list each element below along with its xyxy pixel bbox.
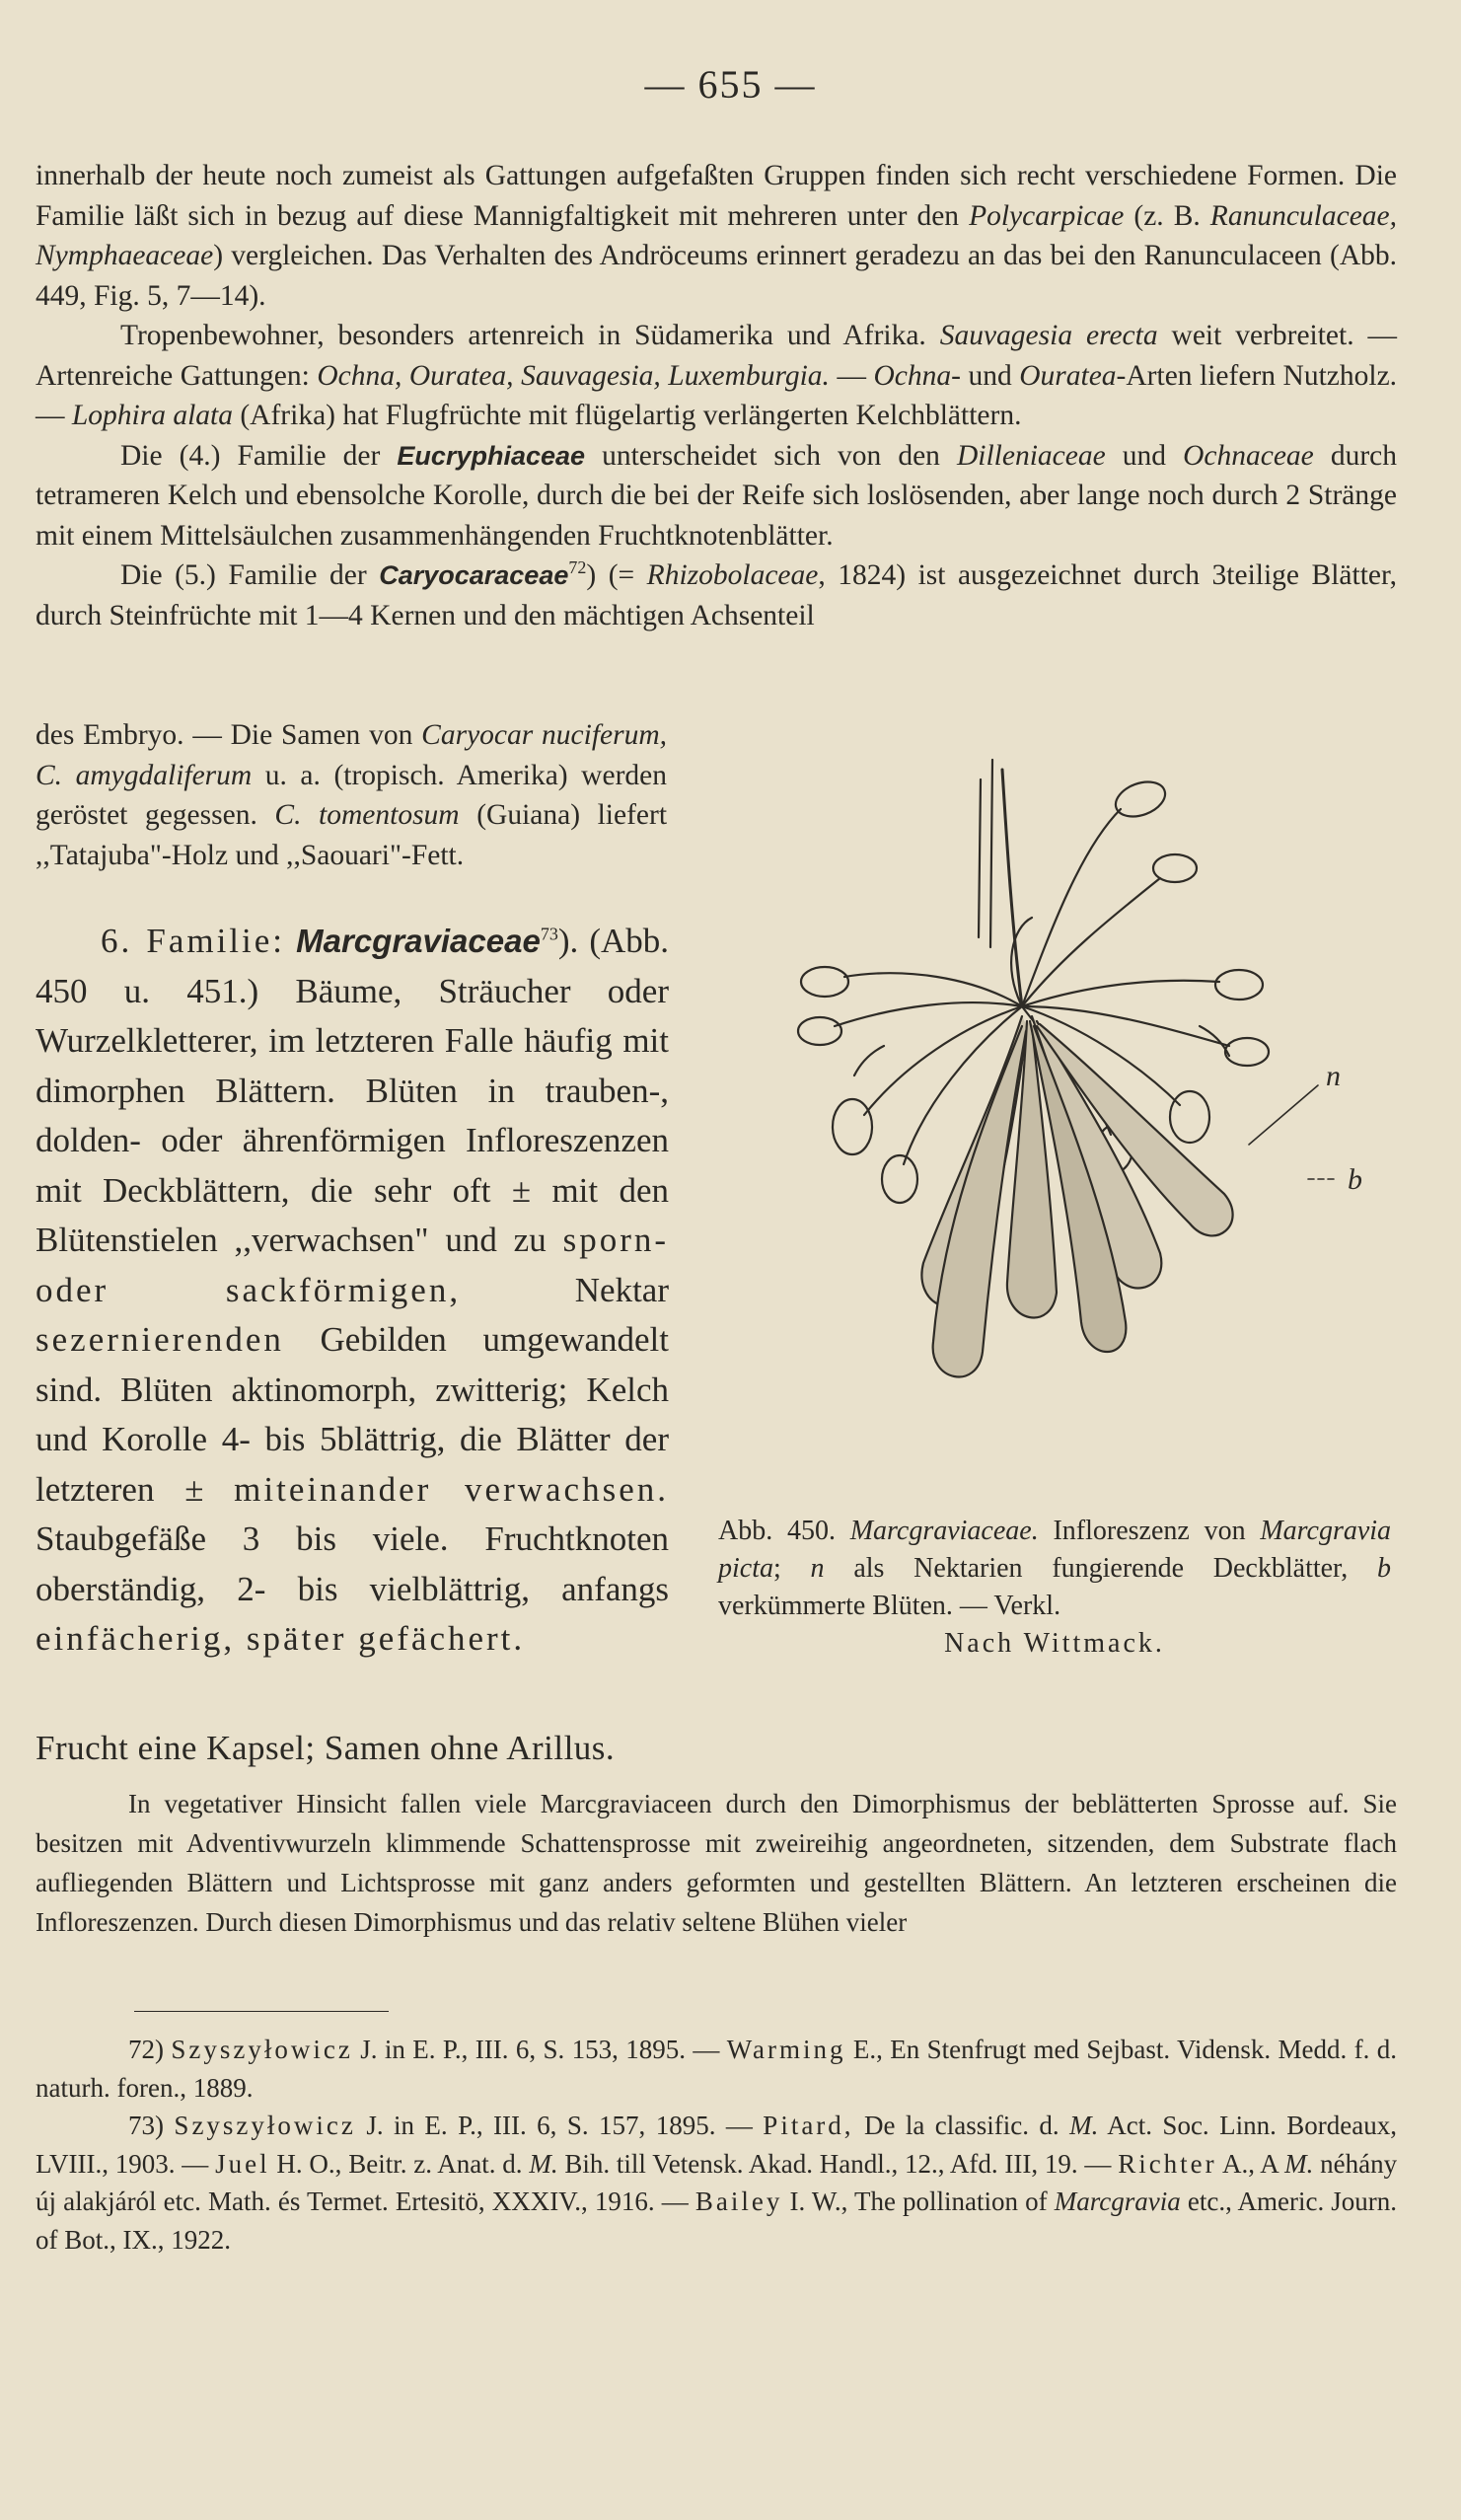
footnote-72: 72) Szyszyłowicz J. in E. P., III. 6, S. 153, 1895. — Warming E., En Stenfrugt med Sejbast. Vidensk. Medd. f. d. naturh. foren., 1889. [36,2035,1397,2103]
inflorescence-drawing [726,730,1399,1500]
main-text-top [36,156,1397,635]
footnote-ref-72: 72 [568,557,587,578]
family-name-eucryphiaceae: Eucryphiaceae [397,440,586,471]
figure-label-n: n [1326,1060,1341,1092]
fruit-sentence: Frucht eine Kapsel; Samen ohne Arillus. [36,1729,616,1767]
footnote-ref-73: 73 [540,924,558,944]
footnote-73: 73) Szyszyłowicz J. in E. P., III. 6, S. 157, 1895. — Pitard, De la classific. d. M. Act. Soc. Linn. Bordeaux, LVIII., 1903. — Juel H. O., Beitr. z. Anat. d. M. Bih. till Vetensk. Akad. Handl., 12., Afd. III, 19. — Richter A., A M. néhány új alakjáról etc. Math. és Termet. Ertesitö, XXXIV., 1916. — Bailey I. W., The pollination of Marcgravia etc., Americ. Journ. of Bot., IX., 1922. [36,2111,1398,2255]
paragraph-3: Die (4.) Familie der Eucryphiaceae unterscheidet sich von den Dilleniaceae und Ochnaceae durch tetrameren Kelch und ebensolche Korolle, durch die bei der Reife sich loslösenden, aber lange noch durch 2 Stränge mit einem Mittelsäulchen zusammenhängenden Fruchtknotenblätter. [36,439,1397,552]
figure-450-caption: Abb. 450. Marcgraviaceae. Infloreszenz von Marcgravia picta; n als Nektarien fungierende Deckblätter, b verkümmerte Blüten. — Verkl. Nach Wittmack. [718,1516,1392,1659]
paragraph-4: Die (5.) Familie der Caryocaraceae$^{72}$) (= Rhizobolaceae, 1824) ist ausgezeichnet durch 3teilige Blätter, durch Steinfrüchte mit 1—4 Kernen und den mächtigen Achsenteil [36,557,1398,631]
family-name-caryocaraceae: Caryocaraceae [379,560,569,590]
footnote-divider [134,2011,389,2012]
paragraph-1: innerhalb der heute noch zumeist als Gattungen aufgefaßten Gruppen finden sich recht verschiedene Formen. Die Familie läßt sich in bezug auf diese Mannigfaltigkeit mit mehreren unter den Polycarpicae (z. B. Ranunculaceae, Nymphaeaceae) vergleichen. Das Verhalten des Andröceums erinnert geradezu an das bei den Ranunculaceen (Abb. 449, Fig. 5, 7—14). [36,160,1398,312]
family-6-heading: 6. Familie: [101,922,286,960]
vegetative-paragraph: In vegetativer Hinsicht fallen viele Marcgraviaceen durch den Dimorphismus der beblätterten Sprosse auf. Sie besitzen mit Adventivwurzeln klimmende Schattensprosse mit zweireihig angeordneten, sitzenden, dem Substrate flach aufliegenden Blättern und Lichtsprosse mit ganz anders geformten und gestellten Blättern. An letzteren erscheinen die Infloreszenzen. Durch diesen Dimorphismus und das relativ seltene Blühen vieler [36,1789,1397,1937]
caryocar-text: des Embryo. — Die Samen von Caryocar nuciferum, C. amygdaliferum u. a. (tropisch. Amerika) werden geröstet gegessen. C. tomentosum (Guiana) liefert ,,Tatajuba"-Holz und ,,Saouari"-Fett. [36,719,668,871]
marcgraviaceae-description: 6. Familie: Marcgraviaceae$^{73}$). (Abb. 450 u. 451.) Bäume, Sträucher oder Wurzelkletterer, im letzteren Falle häufig mit dimorphen Blättern. Blüten in trauben-, dolden- oder ährenförmigen Infloreszenzen mit Deckblättern, die sehr oft ± mit den Blütenstielen ,,verwachsen" und zu sporn- oder sackförmigen, Nektar sezernierenden Gebilden umgewandelt sind. Blüten aktinomorph, zwitterig; Kelch und Korolle 4- bis 5blättrig, die Blätter der letzteren ± miteinander verwachsen. Staubgefäße 3 bis viele. Fruchtknoten oberständig, 2- bis vielblättrig, anfangs einfächerig, später gefächert. [36,922,670,1658]
paragraph-2: Tropenbewohner, besonders artenreich in Südamerika und Afrika. Sauvagesia erecta weit verbreitet. — Artenreiche Gattungen: Ochna, Ouratea, Sauvagesia, Luxemburgia. — Ochna- und Ouratea-Arten liefern Nutzholz. — Lophira alata (Afrika) hat Flugfrüchte mit flügelartig verlängerten Kelchblättern. [36,320,1398,431]
figure-450-illustration [726,730,1399,1500]
page-number: — 655 — [644,62,817,107]
footnotes [36,2031,1397,2259]
family-name-marcgraviaceae: Marcgraviaceae [296,923,541,959]
figure-label-b: b [1348,1163,1362,1196]
